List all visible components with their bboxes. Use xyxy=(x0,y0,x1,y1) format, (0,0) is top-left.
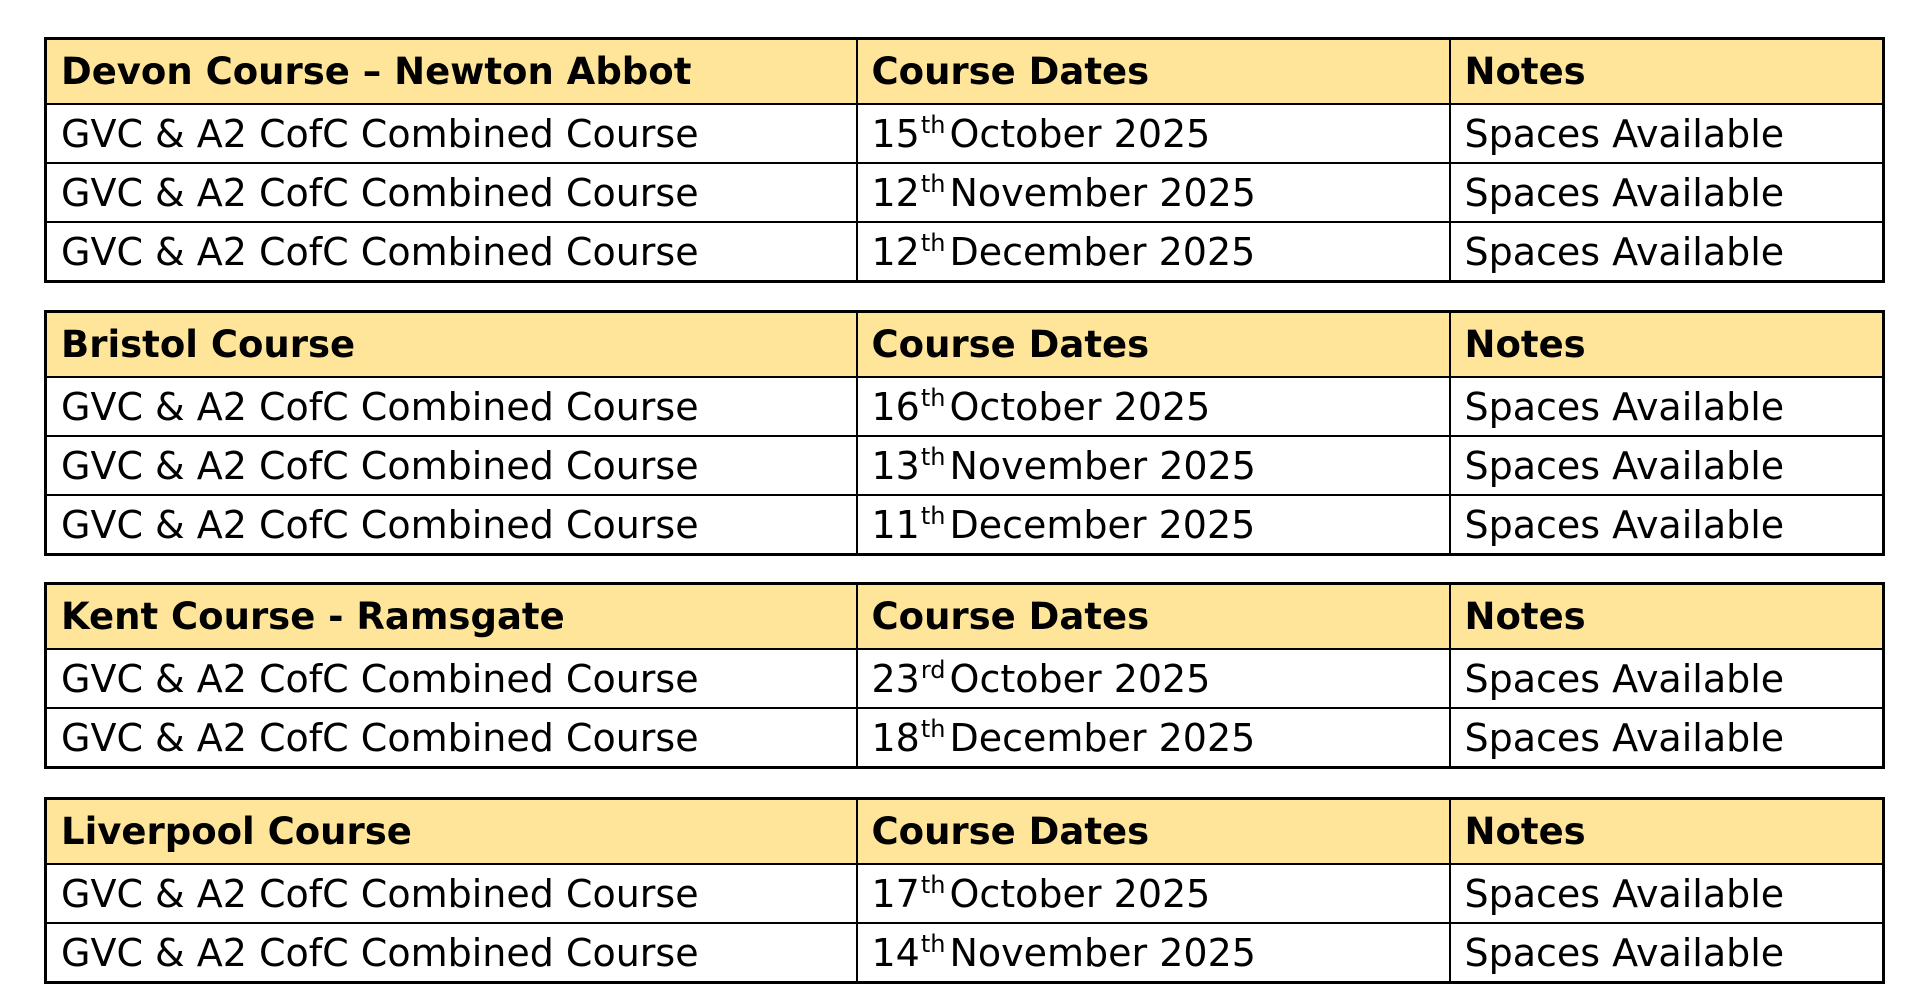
table-row xyxy=(46,864,1884,923)
header-notes: Notes xyxy=(1450,799,1884,865)
date-day: 23 xyxy=(871,656,920,701)
table-header-row xyxy=(46,799,1884,865)
notes-cell: Spaces Available xyxy=(1450,163,1884,222)
table-header-row xyxy=(46,312,1884,378)
course-name-cell: GVC & A2 CofC Combined Course xyxy=(46,104,857,163)
header-notes: Notes xyxy=(1450,312,1884,378)
table-row xyxy=(46,708,1884,768)
date-day: 12 xyxy=(871,170,920,215)
header-course-dates: Course Dates xyxy=(857,312,1450,378)
notes-cell: Spaces Available xyxy=(1450,864,1884,923)
notes-cell: Spaces Available xyxy=(1450,708,1884,768)
date-day: 11 xyxy=(871,502,920,547)
date-month-year: November 2025 xyxy=(949,170,1256,215)
header-course-dates: Course Dates xyxy=(857,39,1450,105)
course-date-cell xyxy=(857,104,1450,163)
course-name-cell: GVC & A2 CofC Combined Course xyxy=(46,708,857,768)
course-date-cell xyxy=(857,377,1450,436)
course-date-cell xyxy=(857,495,1450,555)
course-name-cell: GVC & A2 CofC Combined Course xyxy=(46,163,857,222)
course-name-cell: GVC & A2 CofC Combined Course xyxy=(46,377,857,436)
table-row xyxy=(46,495,1884,555)
table-row xyxy=(46,377,1884,436)
course-date-cell xyxy=(857,222,1450,282)
notes-cell: Spaces Available xyxy=(1450,377,1884,436)
notes-cell: Spaces Available xyxy=(1450,436,1884,495)
table-row xyxy=(46,436,1884,495)
course-date-cell xyxy=(857,864,1450,923)
date-month-year: October 2025 xyxy=(949,384,1211,429)
date-month-year: December 2025 xyxy=(949,715,1256,760)
course-name-cell: GVC & A2 CofC Combined Course xyxy=(46,864,857,923)
notes-cell: Spaces Available xyxy=(1450,923,1884,983)
course-table-devon xyxy=(44,37,1885,283)
date-day: 17 xyxy=(871,871,920,916)
date-ordinal-suffix: th xyxy=(920,714,946,743)
date-ordinal-suffix: th xyxy=(920,442,946,471)
date-ordinal-suffix: rd xyxy=(920,655,946,684)
notes-cell: Spaces Available xyxy=(1450,104,1884,163)
date-month-year: December 2025 xyxy=(949,229,1256,274)
header-course: Bristol Course xyxy=(46,312,857,378)
course-name-cell: GVC & A2 CofC Combined Course xyxy=(46,495,857,555)
date-ordinal-suffix: th xyxy=(920,228,946,257)
notes-cell: Spaces Available xyxy=(1450,222,1884,282)
date-day: 16 xyxy=(871,384,920,429)
table-header-row xyxy=(46,39,1884,105)
course-date-cell xyxy=(857,163,1450,222)
table-row xyxy=(46,923,1884,983)
course-date-cell xyxy=(857,923,1450,983)
course-date-cell xyxy=(857,436,1450,495)
table-row xyxy=(46,163,1884,222)
course-table-liverpool xyxy=(44,797,1885,984)
table-header-row xyxy=(46,584,1884,650)
table-row xyxy=(46,104,1884,163)
course-name-cell: GVC & A2 CofC Combined Course xyxy=(46,923,857,983)
date-day: 13 xyxy=(871,443,920,488)
date-ordinal-suffix: th xyxy=(920,383,946,412)
header-notes: Notes xyxy=(1450,584,1884,650)
date-month-year: November 2025 xyxy=(949,443,1256,488)
header-course-dates: Course Dates xyxy=(857,799,1450,865)
date-day: 12 xyxy=(871,229,920,274)
header-course-dates: Course Dates xyxy=(857,584,1450,650)
notes-cell: Spaces Available xyxy=(1450,495,1884,555)
header-course: Kent Course - Ramsgate xyxy=(46,584,857,650)
date-day: 14 xyxy=(871,930,920,975)
header-course: Liverpool Course xyxy=(46,799,857,865)
course-name-cell: GVC & A2 CofC Combined Course xyxy=(46,436,857,495)
course-date-cell xyxy=(857,708,1450,768)
date-month-year: December 2025 xyxy=(949,502,1256,547)
date-ordinal-suffix: th xyxy=(920,169,946,198)
notes-cell: Spaces Available xyxy=(1450,649,1884,708)
header-notes: Notes xyxy=(1450,39,1884,105)
date-ordinal-suffix: th xyxy=(920,870,946,899)
course-date-cell xyxy=(857,649,1450,708)
table-row xyxy=(46,222,1884,282)
date-ordinal-suffix: th xyxy=(920,929,946,958)
course-table-kent xyxy=(44,582,1885,769)
date-month-year: November 2025 xyxy=(949,930,1256,975)
date-month-year: October 2025 xyxy=(949,111,1211,156)
date-month-year: October 2025 xyxy=(949,656,1211,701)
date-ordinal-suffix: th xyxy=(920,501,946,530)
date-day: 18 xyxy=(871,715,920,760)
course-name-cell: GVC & A2 CofC Combined Course xyxy=(46,222,857,282)
course-name-cell: GVC & A2 CofC Combined Course xyxy=(46,649,857,708)
date-month-year: October 2025 xyxy=(949,871,1211,916)
header-course: Devon Course – Newton Abbot xyxy=(46,39,857,105)
table-row xyxy=(46,649,1884,708)
date-day: 15 xyxy=(871,111,920,156)
date-ordinal-suffix: th xyxy=(920,110,946,139)
course-table-bristol xyxy=(44,310,1885,556)
